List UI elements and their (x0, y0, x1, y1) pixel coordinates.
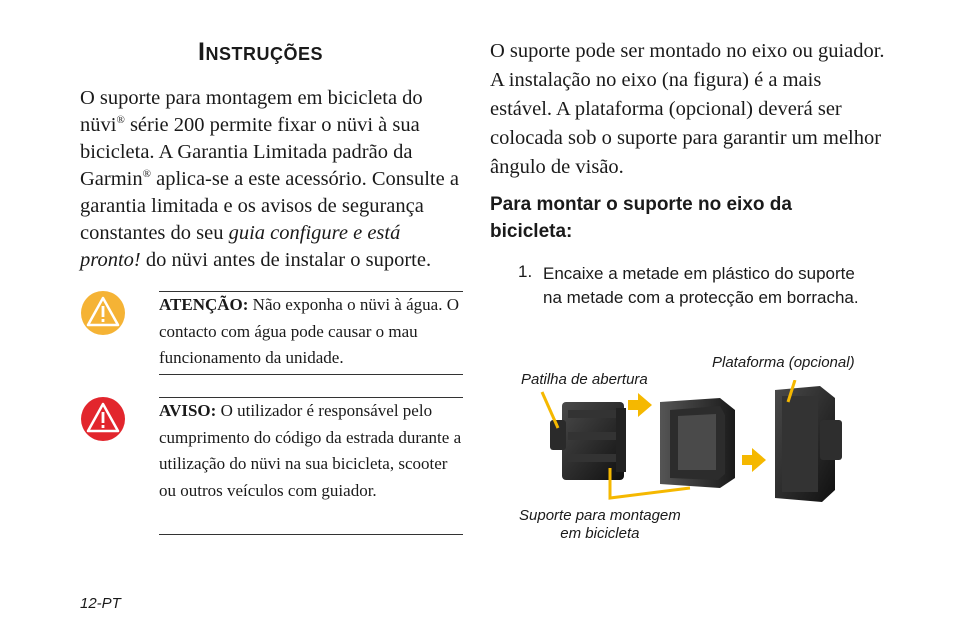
step-number: 1. (518, 262, 533, 281)
arrow-icon (742, 448, 766, 472)
label-release-lever: Patilha de abertura (521, 371, 648, 388)
warning-text: O utilizador é responsável pelo cumprimento do código da estrada durante a utilização do nüvi na sua bicicleta, scooter ou outros veículos com guiador. (159, 401, 462, 500)
label-bike-mount: Suporte para montagem em bicicleta (519, 507, 681, 542)
step-text: Encaixe a metade em plástico do suporte na metade com a protecção em borracha. (543, 264, 859, 307)
intro-text-3: aplica-se a este acessório. Consulte a garantia limitada e os avisos de segurança constantes do seu (80, 168, 459, 244)
procedure-heading: Para montar o suporte no eixo da bicicleta: (490, 194, 792, 242)
warning-label: AVISO: (159, 401, 217, 420)
arrow-icon (628, 393, 652, 417)
caution-note (159, 291, 463, 375)
intro-text-2: série 200 permite fixar o nüvi à sua bicicleta. A Garantia Limitada padrão da Garmin (80, 114, 420, 190)
guide-title: guia configure e está pronto! (80, 222, 401, 271)
caution-label: ATENÇÃO: (159, 295, 249, 314)
label-platform: Plataforma (opcional) (712, 354, 855, 371)
caution-text: Não exponha o nüvi à água. O contacto com água pode causar o mau funcionamento da unidade. (159, 295, 459, 367)
registered-mark: ® (116, 114, 125, 127)
rubber-half (660, 398, 735, 488)
intro-text-4: do nüvi antes de instalar o suporte. (140, 249, 432, 271)
warning-triangle-icon (80, 396, 126, 442)
registered-mark: ® (142, 168, 151, 181)
warning-note (159, 397, 463, 535)
caution-triangle-icon (80, 290, 126, 336)
plastic-half (550, 402, 626, 480)
intro-paragraph (80, 85, 465, 274)
mount-description: O suporte pode ser montado no eixo ou guiador. A instalação no eixo (na figura) é a mais estável. A plataforma (opcional) deverá ser colocada sob o suporte para garantir um melhor ângulo de visão. (490, 40, 885, 178)
intro-text-1: O suporte para montagem em bicicleta do nüvi (80, 87, 423, 136)
callout-line (542, 392, 558, 428)
page-number: 12-PT (80, 595, 121, 612)
bike-mount-illustration (520, 380, 870, 510)
section-title: Instruções (198, 38, 323, 66)
platform (775, 386, 842, 502)
